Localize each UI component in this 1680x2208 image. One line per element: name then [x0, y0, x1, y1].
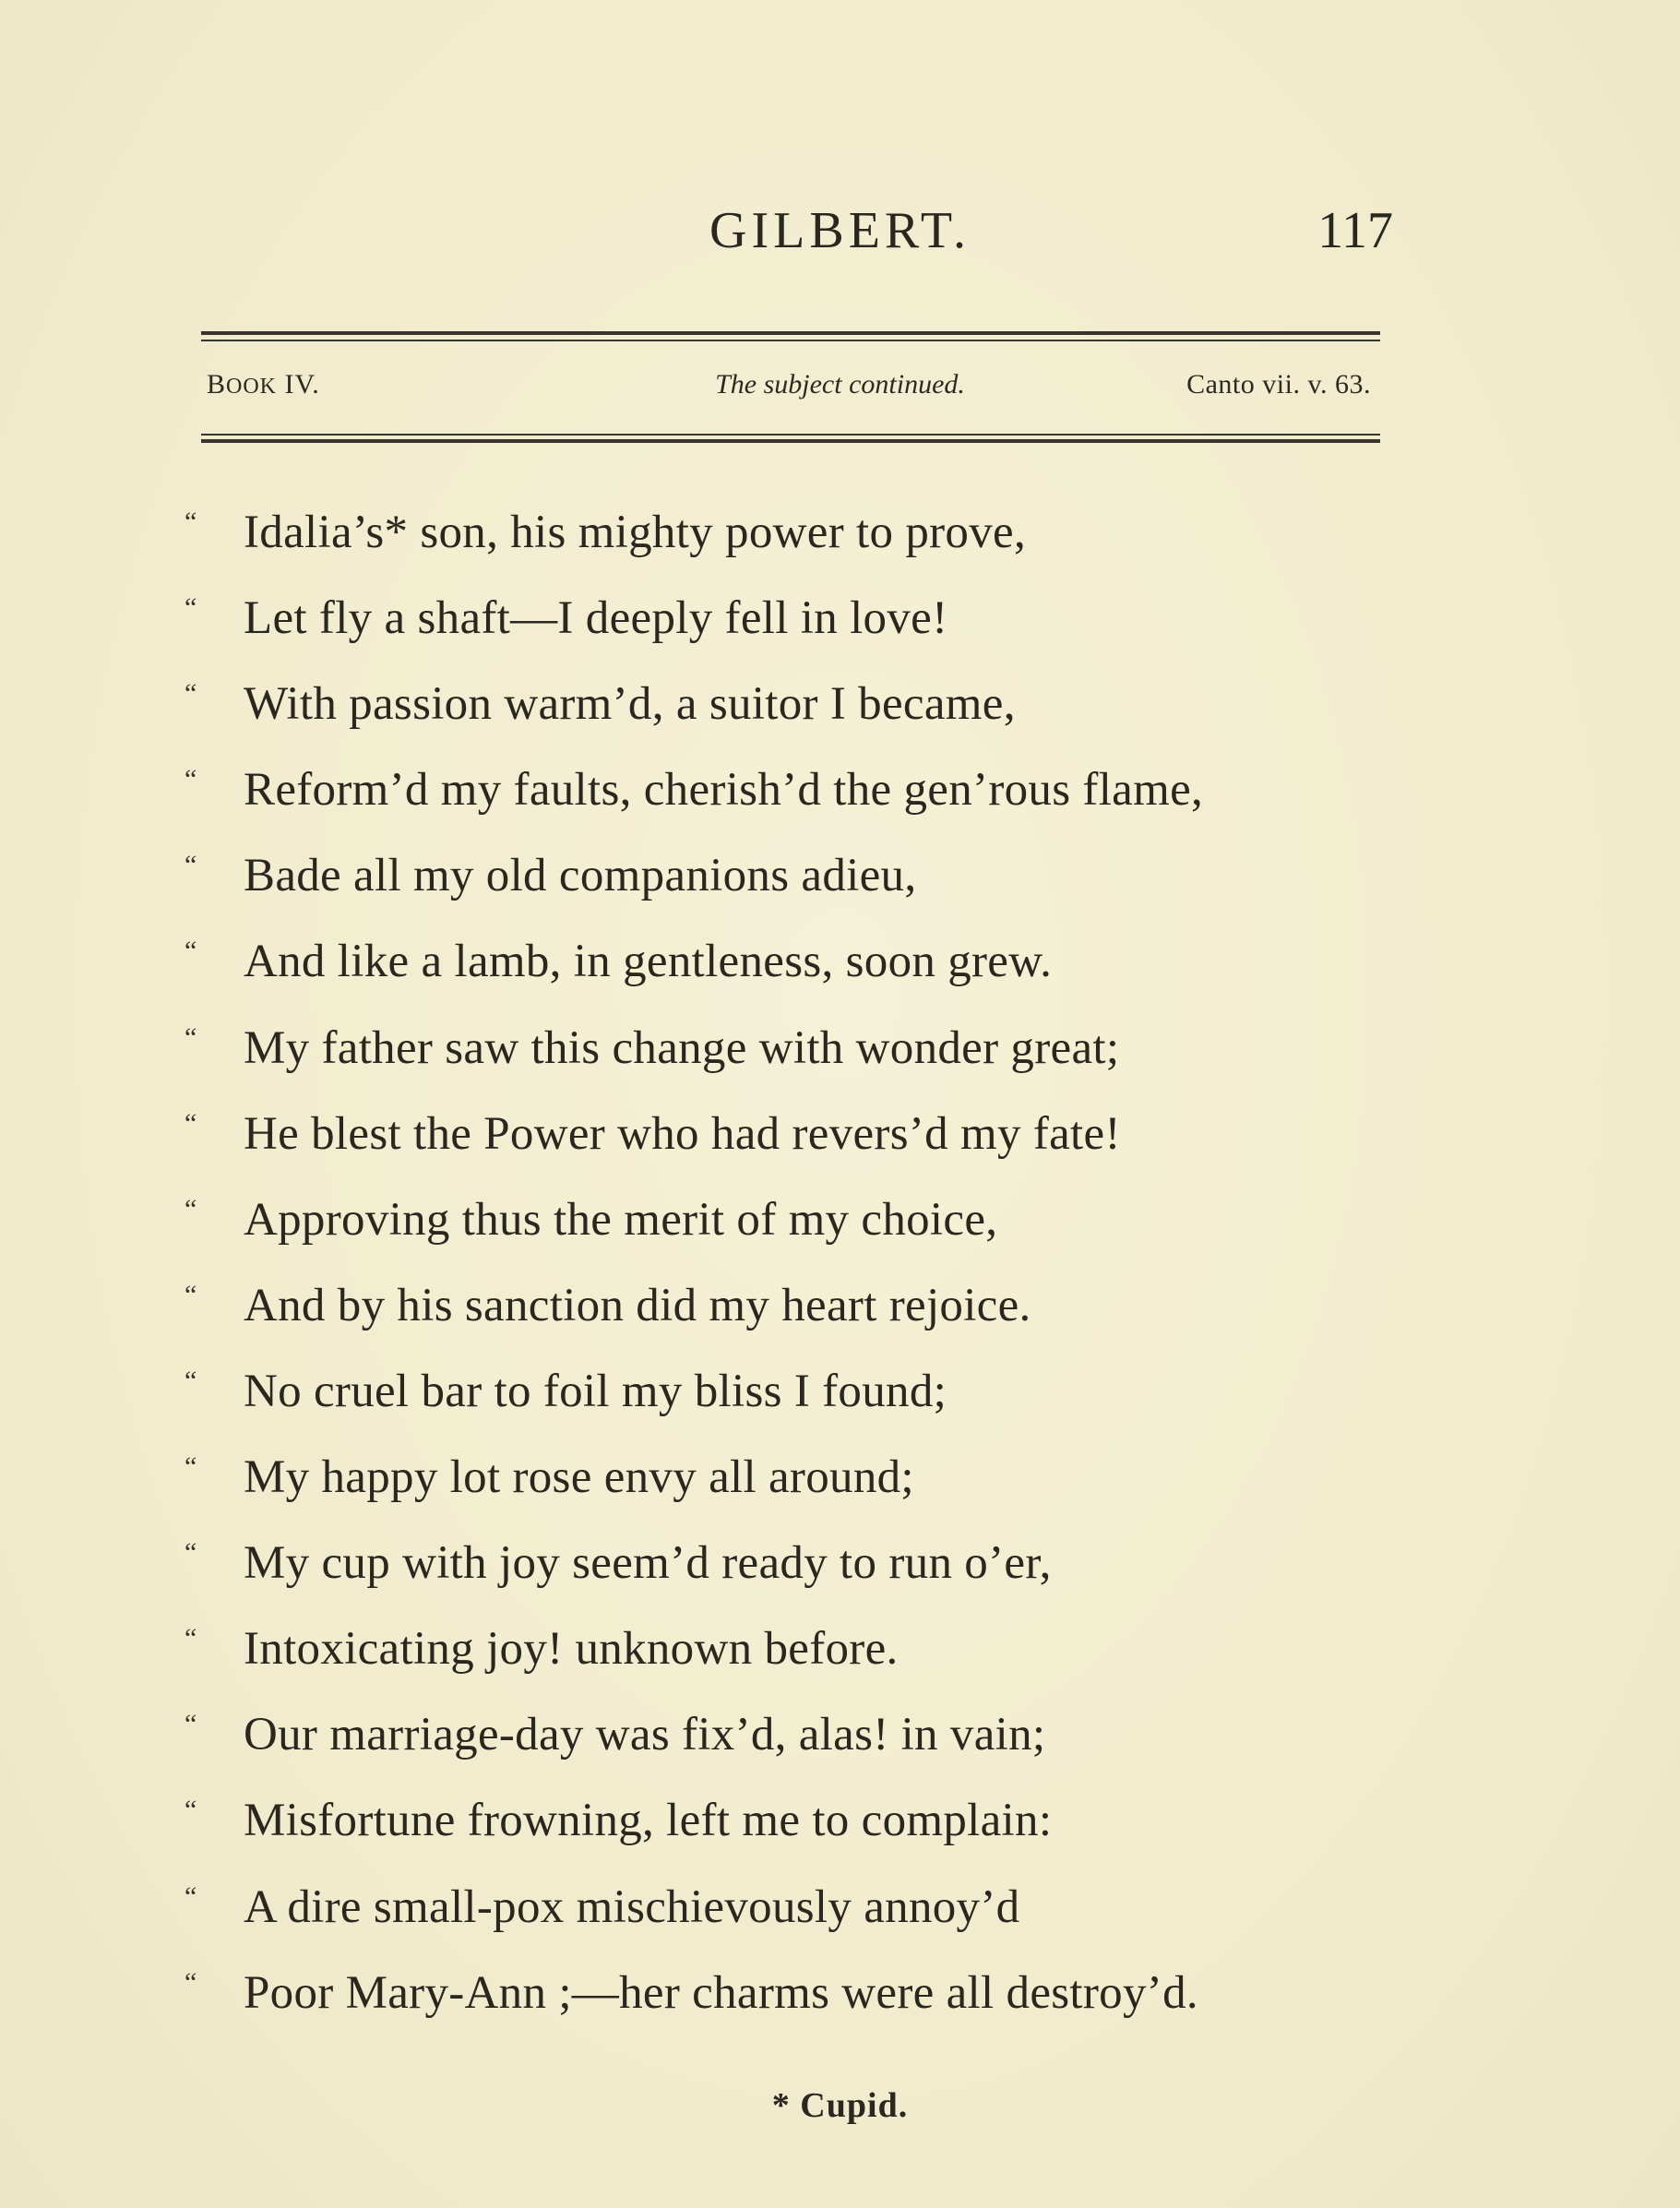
verse-line	[185, 1021, 1365, 1107]
header-rule-bottom-thick	[201, 439, 1380, 443]
verse-text: He blest the Power who had revers’d my fate!	[244, 1107, 1121, 1160]
verse-text: My cup with joy seem’d ready to run o’er,	[244, 1537, 1052, 1590]
subject-label: The subject continued.	[715, 369, 965, 400]
quote-mark: “	[185, 850, 197, 881]
verse-text: Idalia’s* son, his mighty power to prove,	[244, 507, 1027, 558]
verse-text: Bade all my old companions adieu,	[244, 850, 917, 902]
book-prefix: B	[207, 369, 227, 400]
verse-text: Our marriage-day was fix’d, alas! in vain;	[244, 1709, 1046, 1761]
verse-line	[185, 1622, 1365, 1708]
verse-line	[185, 677, 1365, 763]
verse-line	[185, 1365, 1365, 1450]
footnote: * Cupid.	[771, 2086, 909, 2125]
quote-mark: “	[185, 1795, 197, 1826]
quote-mark: “	[185, 1021, 197, 1053]
verse-line	[185, 935, 1365, 1020]
quote-mark: “	[185, 507, 197, 537]
quote-mark: “	[185, 1537, 197, 1569]
book-smallcaps: OOK	[226, 375, 278, 399]
verse-text: And like a lamb, in gentleness, soon grew.	[244, 936, 1053, 988]
verse-line	[185, 1966, 1365, 2052]
quote-mark: “	[185, 1193, 197, 1224]
quote-mark: “	[185, 1107, 197, 1139]
header-rule-top-thin	[201, 340, 1380, 341]
verse-line	[185, 1107, 1365, 1193]
verse-line	[185, 1708, 1365, 1794]
verse-text: Poor Mary-Ann ;—her charms were all destroy’d.	[244, 1966, 1198, 2019]
quote-mark: “	[185, 1451, 197, 1483]
verse-text: Reform’d my faults, cherish’d the gen’rous flame,	[244, 764, 1204, 817]
verse-line	[185, 1880, 1365, 1966]
verse-block	[185, 506, 1365, 2052]
verse-text: With passion warm’d, a suitor I became,	[244, 678, 1016, 731]
quote-mark: “	[185, 1279, 197, 1310]
book-number: IV.	[277, 369, 320, 400]
running-title: GILBERT.	[709, 202, 971, 259]
quote-mark: “	[185, 1365, 197, 1396]
verse-line	[185, 1193, 1365, 1279]
quote-mark: “	[185, 1880, 197, 1912]
verse-text: My father saw this change with wonder great;	[244, 1021, 1120, 1074]
verse-line	[185, 591, 1365, 677]
header-rule-bottom-thin	[201, 434, 1380, 436]
verse-text: Intoxicating joy! unknown before.	[244, 1623, 899, 1676]
quote-mark: “	[185, 1966, 197, 1998]
quote-mark: “	[185, 592, 197, 624]
verse-line	[185, 763, 1365, 849]
verse-text: And by his sanction did my heart rejoice.	[244, 1279, 1031, 1331]
quote-mark: “	[185, 678, 197, 710]
header-rule-top-thick	[201, 331, 1380, 335]
quote-mark: “	[185, 764, 197, 795]
verse-line	[185, 1794, 1365, 1880]
verse-line	[185, 849, 1365, 935]
verse-text: Misfortune frowning, left me to complain:	[244, 1795, 1053, 1847]
verse-text: Approving thus the merit of my choice,	[244, 1193, 998, 1246]
canto-label: Canto vii. v. 63.	[1186, 369, 1371, 400]
verse-line	[185, 506, 1365, 591]
verse-line	[185, 1536, 1365, 1622]
verse-line	[185, 1450, 1365, 1536]
verse-text: A dire small-pox mischievously annoy’d	[244, 1880, 1020, 1933]
verse-text: My happy lot rose envy all around;	[244, 1451, 914, 1504]
quote-mark: “	[185, 936, 197, 967]
quote-mark: “	[185, 1623, 197, 1654]
verse-text: Let fly a shaft—I deeply fell in love!	[244, 592, 948, 645]
verse-line	[185, 1279, 1365, 1365]
verse-text: No cruel bar to foil my bliss I found;	[244, 1365, 947, 1417]
page-number: 117	[1317, 202, 1393, 259]
quote-mark: “	[185, 1709, 197, 1740]
